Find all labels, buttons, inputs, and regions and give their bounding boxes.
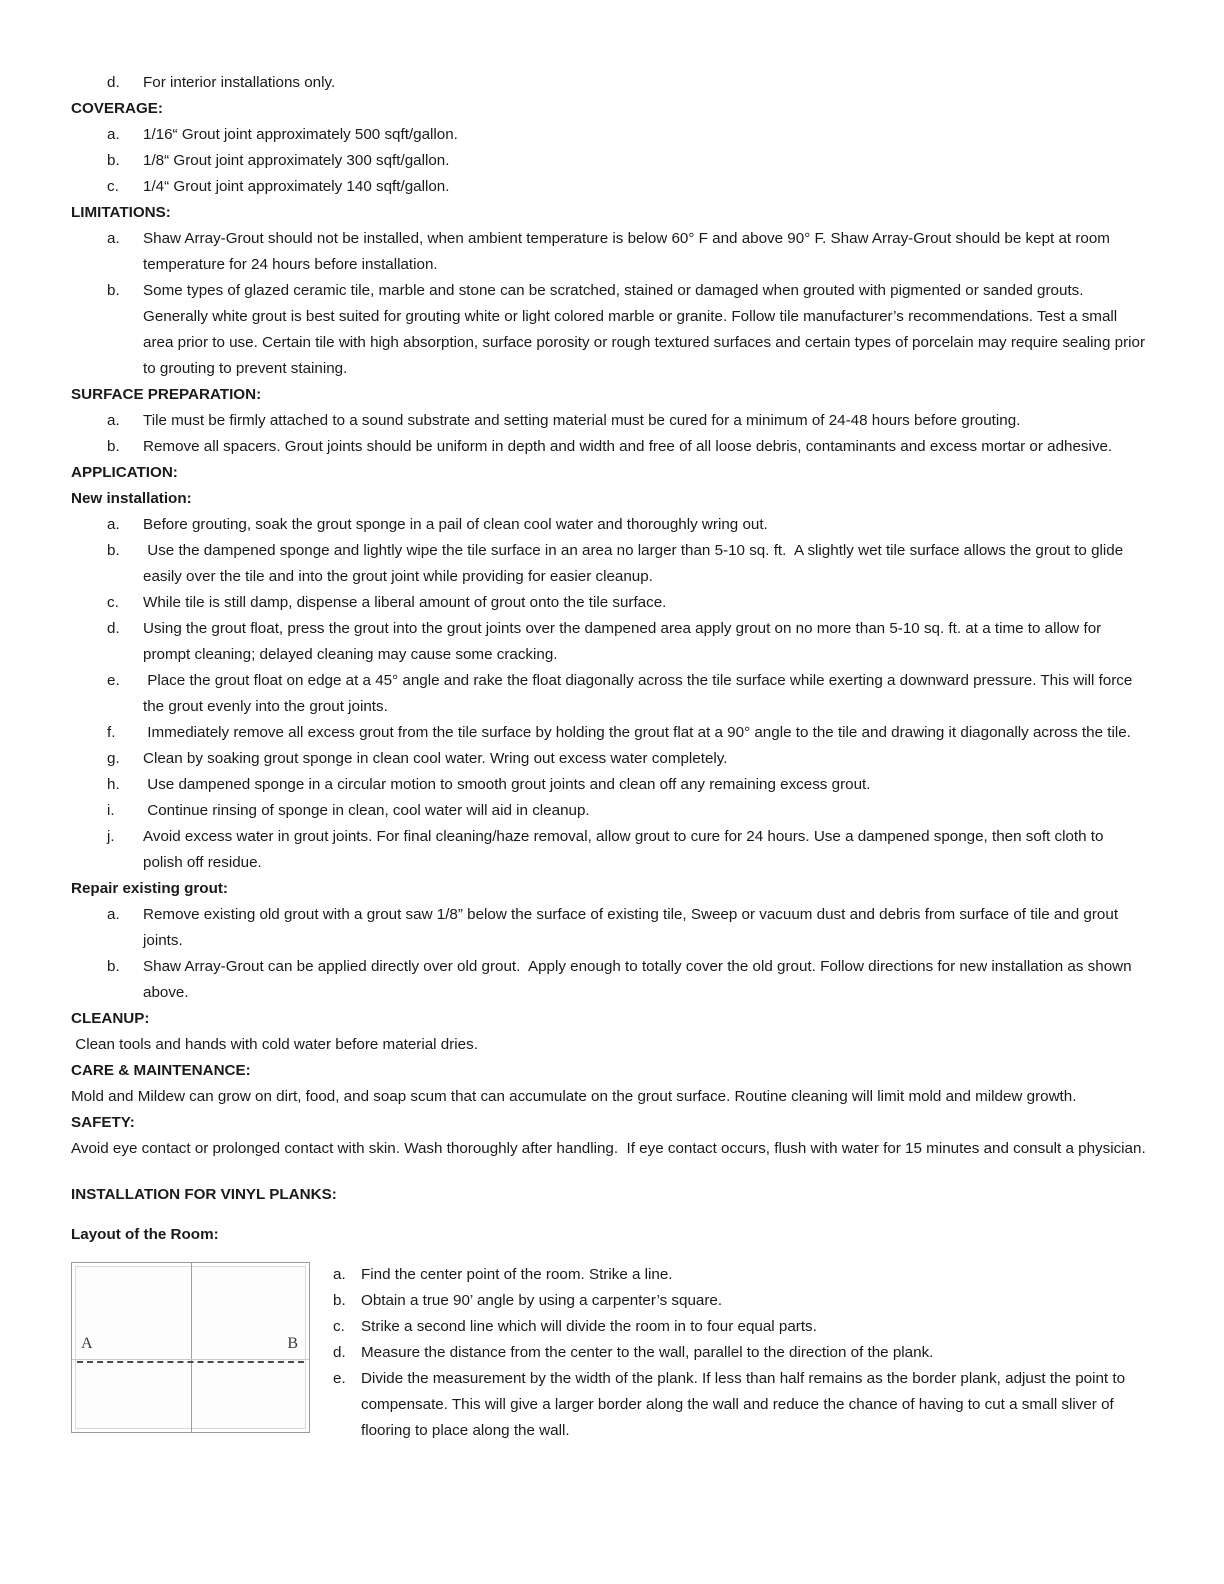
list-item-text: Shaw Array-Grout can be applied directly over old grout. Apply enough to totally cover the old grout. Follow directions for new installation as shown above. bbox=[143, 958, 1136, 1001]
list-item-marker: a. bbox=[107, 126, 120, 143]
list-item-marker: b. bbox=[107, 438, 120, 455]
list-item-marker: d. bbox=[107, 620, 120, 637]
list-item bbox=[107, 902, 1146, 954]
list-item bbox=[107, 174, 1146, 200]
list-item bbox=[107, 538, 1146, 590]
list-item-text: 1/4“ Grout joint approximately 140 sqft/gallon. bbox=[143, 178, 450, 195]
list-item-marker: b. bbox=[107, 152, 120, 169]
list-item-text: For interior installations only. bbox=[143, 74, 336, 91]
list-item-marker: a. bbox=[107, 906, 120, 923]
list-item-text: Before grouting, soak the grout sponge in a pail of clean cool water and thoroughly wring out. bbox=[143, 516, 768, 533]
list-item bbox=[107, 798, 1146, 824]
list-item-marker: a. bbox=[107, 230, 120, 247]
list-item-text: Divide the measurement by the width of the plank. If less than half remains as the border plank, adjust the point to compensate. This will give a larger border along the wall and reduce the chance of having to cut a small sliver of flooring to place along the wall. bbox=[361, 1370, 1130, 1439]
list-item-text: Immediately remove all excess grout from the tile surface by holding the grout flat at a 90° angle to the tile and drawing it diagonally across the tile. bbox=[143, 724, 1131, 741]
list-item-marker: j. bbox=[107, 828, 115, 845]
list-item-marker: c. bbox=[107, 178, 119, 195]
list-item-marker: d. bbox=[333, 1344, 346, 1361]
list-item bbox=[107, 616, 1146, 668]
list-item-marker: c. bbox=[333, 1318, 345, 1335]
list-item-marker: e. bbox=[107, 672, 120, 689]
section-heading: CARE & MAINTENANCE: bbox=[71, 1062, 251, 1079]
list-item bbox=[333, 1366, 1146, 1444]
spacer bbox=[71, 1162, 1146, 1182]
spacer bbox=[71, 1208, 1146, 1222]
list-item bbox=[107, 746, 1146, 772]
layout-figure-row bbox=[71, 1262, 1146, 1444]
paragraph: Avoid eye contact or prolonged contact with skin. Wash thoroughly after handling. If eye contact occurs, flush with water for 15 minutes and consult a physician. bbox=[71, 1140, 1146, 1157]
list-item bbox=[107, 278, 1150, 382]
section-heading: LIMITATIONS: bbox=[71, 204, 171, 221]
section-heading: CLEANUP: bbox=[71, 1010, 150, 1027]
list-item-text: Remove all spacers. Grout joints should be uniform in depth and width and free of all loose debris, contaminants and excess mortar or adhesive. bbox=[143, 438, 1113, 455]
list-item-text: Place the grout float on edge at a 45° angle and rake the float diagonally across the tile surface while exerting a downward pressure. This will force the grout evenly into the grout joints. bbox=[143, 672, 1137, 715]
document-blocks bbox=[71, 70, 1150, 1248]
list-item bbox=[107, 434, 1146, 460]
list-item-marker: a. bbox=[333, 1266, 346, 1283]
list-item bbox=[107, 668, 1146, 720]
list-item-text: Use the dampened sponge and lightly wipe the tile surface in an area no larger than 5-10 sq. ft. A slightly wet tile surface allows the grout to glide easily over the tile and into the grout joint while providing for easier cleanup. bbox=[143, 542, 1128, 585]
room-layout-figure bbox=[71, 1262, 310, 1433]
list-item-text: Measure the distance from the center to the wall, parallel to the direction of the plank. bbox=[361, 1344, 934, 1361]
section-heading: INSTALLATION FOR VINYL PLANKS: bbox=[71, 1186, 337, 1203]
figure-adjusted-dashed-line bbox=[77, 1361, 304, 1363]
list-item bbox=[107, 408, 1146, 434]
section-heading: COVERAGE: bbox=[71, 100, 163, 117]
list-item-text: Continue rinsing of sponge in clean, cool water will aid in cleanup. bbox=[143, 802, 590, 819]
list-item-marker: c. bbox=[107, 594, 119, 611]
list-item-text: Use dampened sponge in a circular motion to smooth grout joints and clean off any remaining excess grout. bbox=[143, 776, 871, 793]
list-item-marker: h. bbox=[107, 776, 120, 793]
list-item-text: Avoid excess water in grout joints. For final cleaning/haze removal, allow grout to cure for 24 hours. Use a dampened sponge, then soft cloth to polish off residue. bbox=[143, 828, 1108, 871]
section-heading: APPLICATION: bbox=[71, 464, 178, 481]
list-item-marker: a. bbox=[107, 516, 120, 533]
section-heading: Repair existing grout: bbox=[71, 880, 228, 897]
list-item-text: Remove existing old grout with a grout saw 1/8” below the surface of existing tile, Sweep or vacuum dust and debris from surface of tile and grout joints. bbox=[143, 906, 1123, 949]
list-item bbox=[107, 824, 1146, 876]
list-item-marker: e. bbox=[333, 1370, 346, 1387]
list-item-text: Tile must be firmly attached to a sound substrate and setting material must be cured for a minimum of 24-48 hours before grouting. bbox=[143, 412, 1021, 429]
list-item-text: While tile is still damp, dispense a liberal amount of grout onto the tile surface. bbox=[143, 594, 667, 611]
list-item-text: 1/16“ Grout joint approximately 500 sqft/gallon. bbox=[143, 126, 458, 143]
list-item-text: Shaw Array-Grout should not be installed, when ambient temperature is below 60° F and above 90° F. Shaw Array-Grout should be kept at room temperature for 24 hours before installation. bbox=[143, 230, 1115, 273]
list-item-marker: b. bbox=[107, 958, 120, 975]
list-item bbox=[107, 226, 1146, 278]
list-item-marker: b. bbox=[107, 282, 120, 299]
list-item bbox=[107, 122, 1146, 148]
list-item-text: Clean by soaking grout sponge in clean cool water. Wring out excess water completely. bbox=[143, 750, 728, 767]
list-item bbox=[107, 772, 1146, 798]
list-item-marker: b. bbox=[107, 542, 120, 559]
figure-label-a: A bbox=[81, 1334, 93, 1352]
list-item bbox=[107, 512, 1146, 538]
section-heading: SURFACE PREPARATION: bbox=[71, 386, 262, 403]
list-item-text: Obtain a true 90’ angle by using a carpenter’s square. bbox=[361, 1292, 723, 1309]
list-item bbox=[107, 954, 1146, 1006]
list-item bbox=[107, 720, 1146, 746]
list-item bbox=[333, 1340, 1146, 1366]
list-item-marker: b. bbox=[333, 1292, 346, 1309]
section-heading: New installation: bbox=[71, 490, 192, 507]
paragraph: Clean tools and hands with cold water before material dries. bbox=[71, 1036, 478, 1053]
section-heading: Layout of the Room: bbox=[71, 1226, 219, 1243]
list-item-text: 1/8“ Grout joint approximately 300 sqft/gallon. bbox=[143, 152, 450, 169]
list-item-text: Find the center point of the room. Strike a line. bbox=[361, 1266, 673, 1283]
figure-center-vertical-line bbox=[191, 1263, 192, 1432]
list-item-marker: a. bbox=[107, 412, 120, 429]
list-item-marker: d. bbox=[107, 74, 120, 91]
figure-label-b: B bbox=[287, 1334, 298, 1352]
list-item-marker: i. bbox=[107, 802, 115, 819]
paragraph: Mold and Mildew can grow on dirt, food, and soap scum that can accumulate on the grout surface. Routine cleaning will limit mold and mildew growth. bbox=[71, 1088, 1077, 1105]
list-item-text: Using the grout float, press the grout into the grout joints over the dampened area apply grout on no more than 5-10 sq. ft. at a time to allow for prompt cleaning; delayed cleaning may cause some cracking. bbox=[143, 620, 1106, 663]
list-item-text: Strike a second line which will divide the room in to four equal parts. bbox=[361, 1318, 817, 1335]
section-heading: SAFETY: bbox=[71, 1114, 135, 1131]
list-item bbox=[107, 148, 1146, 174]
list-item-text: Some types of glazed ceramic tile, marble and stone can be scratched, stained or damaged when grouted with pigmented or sanded grouts. Generally white grout is best suited for grouting white or light colored marble or granite. Follow tile manufacturer’s recommendations. Test a small area prior to use. Certain tile with high absorption, surface porosity or rough textured surfaces and certain types of porcelain may require sealing prior to grouting to prevent staining. bbox=[143, 282, 1150, 377]
list-item bbox=[333, 1262, 1146, 1288]
list-item-marker: g. bbox=[107, 750, 120, 767]
list-item bbox=[107, 70, 1146, 96]
list-item-marker: f. bbox=[107, 724, 116, 741]
list-item bbox=[333, 1314, 1146, 1340]
list-item bbox=[333, 1288, 1146, 1314]
list-item bbox=[107, 590, 1146, 616]
layout-steps-list bbox=[333, 1262, 1146, 1444]
